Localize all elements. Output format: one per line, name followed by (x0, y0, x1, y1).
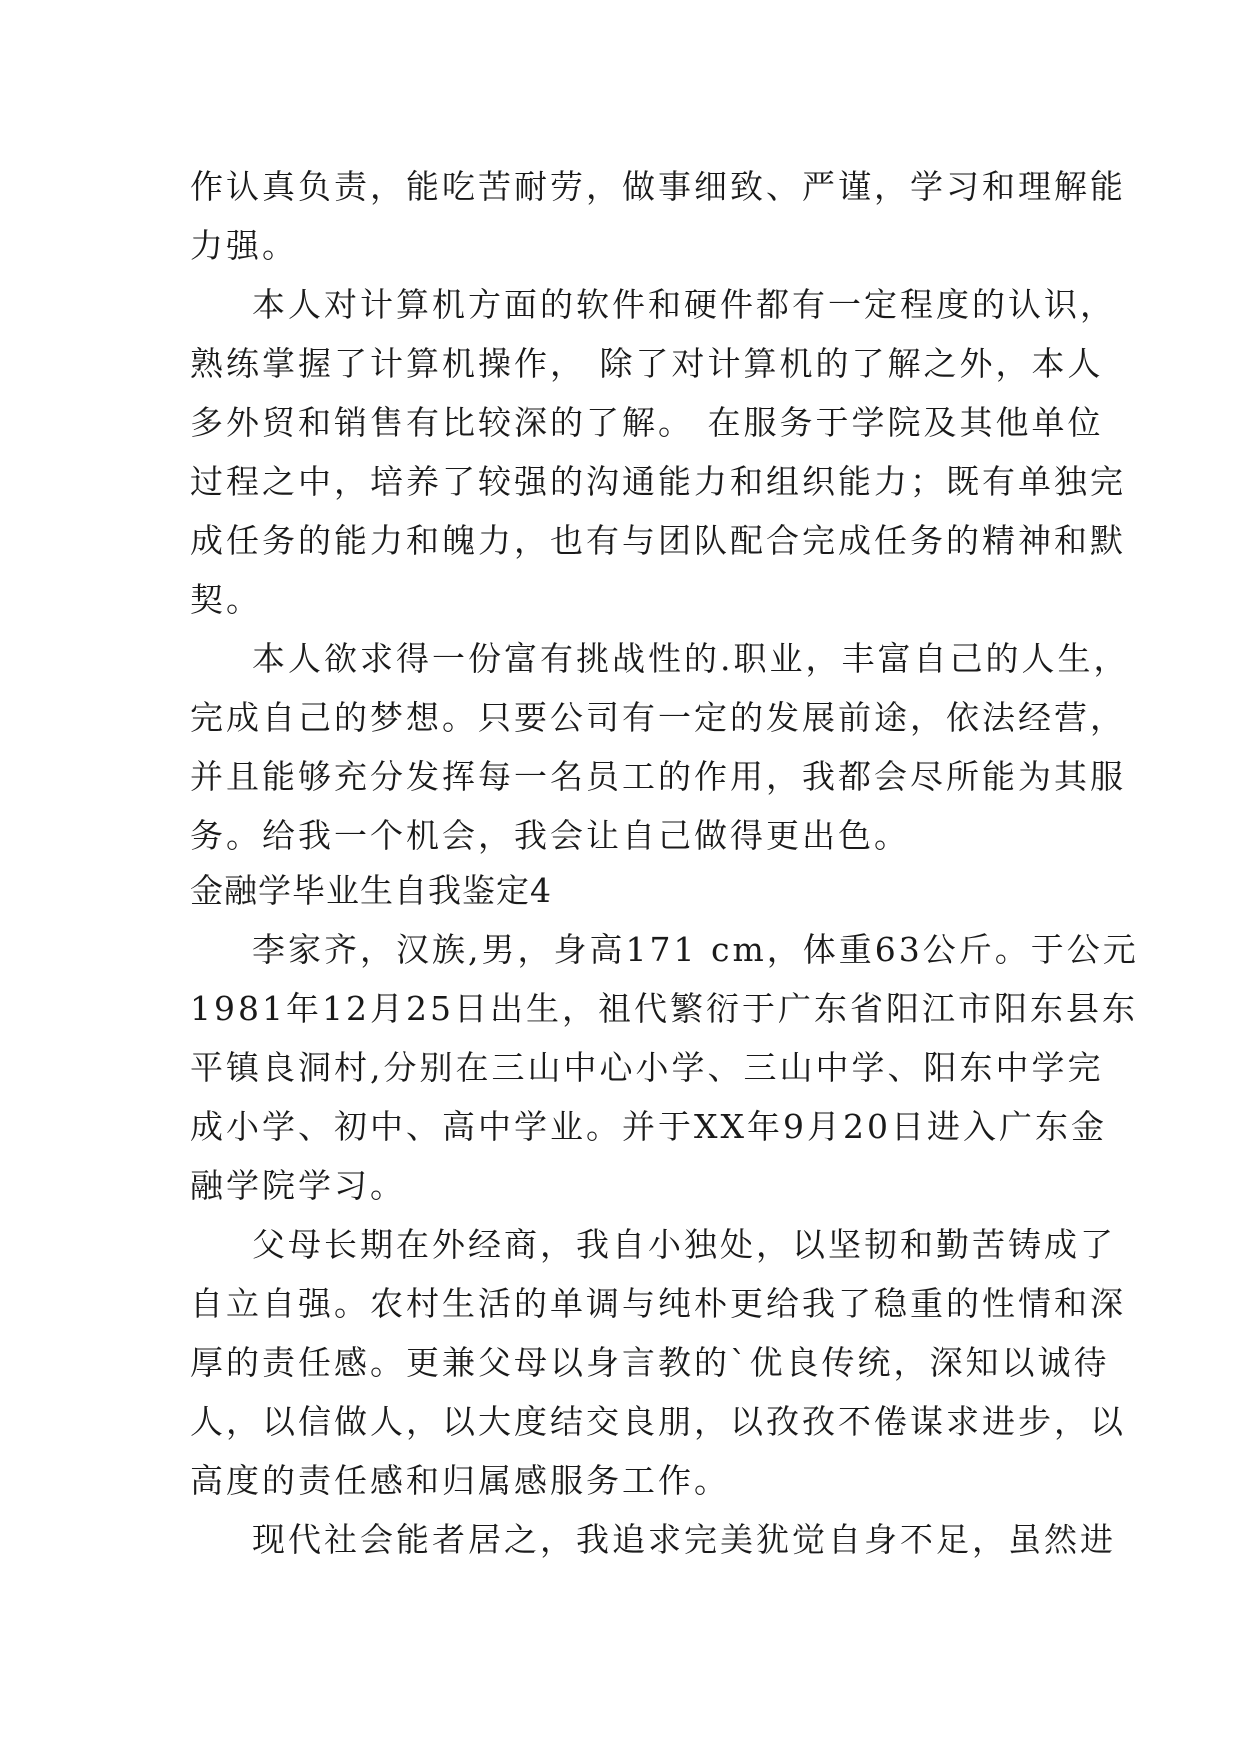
text-line: 力强。 (190, 226, 298, 265)
paragraph-first-line: 父母长期在外经商，我自小独处，以坚韧和勤苦铸成了 (252, 1225, 1116, 1264)
text-line: 过程之中，培养了较强的沟通能力和组织能力；既有单独完 (190, 462, 1126, 501)
text-line: 自立自强。农村生活的单调与纯朴更给我了稳重的性情和深 (190, 1284, 1126, 1323)
text-line: 人，以信做人，以大度结交良朋，以孜孜不倦谋求进步，以 (190, 1402, 1126, 1441)
text-line: 务。给我一个机会，我会让自己做得更出色。 (190, 816, 910, 855)
text-line: 完成自己的梦想。只要公司有一定的发展前途，依法经营， (190, 698, 1126, 737)
text-line: 1981年12月25日出生，祖代繁衍于广东省阳江市阳东县东 (190, 989, 1138, 1028)
paragraph-first-line: 本人对计算机方面的软件和硬件都有一定程度的认识， (252, 285, 1116, 324)
text-line: 平镇良洞村,分别在三山中心小学、三山中学、阳东中学完 (190, 1048, 1104, 1087)
text-line: 契。 (190, 580, 262, 619)
text-line: 作认真负责，能吃苦耐劳，做事细致、严谨，学习和理解能 (190, 167, 1126, 206)
text-line: 成任务的能力和魄力，也有与团队配合完成任务的精神和默 (190, 521, 1126, 560)
text-line: 高度的责任感和归属感服务工作。 (190, 1461, 730, 1500)
text-line: 厚的责任感。更兼父母以身言教的`优良传统，深知以诚待 (190, 1343, 1110, 1382)
text-line: 成小学、初中、高中学业。并于XX年9月20日进入广东金 (190, 1107, 1107, 1146)
section-heading: 金融学毕业生自我鉴定4 (190, 871, 552, 910)
paragraph-first-line: 李家齐，汉族,男，身高171 cm，体重63公斤。于公元 (252, 930, 1139, 969)
text-line: 熟练掌握了计算机操作， 除了对计算机的了解之外，本人 (190, 344, 1104, 383)
text-line: 并且能够充分发挥每一名员工的作用，我都会尽所能为其服 (190, 757, 1126, 796)
paragraph-first-line: 现代社会能者居之，我追求完美犹觉自身不足，虽然进 (252, 1520, 1116, 1559)
text-line: 多外贸和销售有比较深的了解。 在服务于学院及其他单位 (190, 403, 1104, 442)
text-line: 融学院学习。 (190, 1166, 406, 1205)
paragraph-first-line: 本人欲求得一份富有挑战性的.职业，丰富自己的人生， (252, 639, 1130, 678)
